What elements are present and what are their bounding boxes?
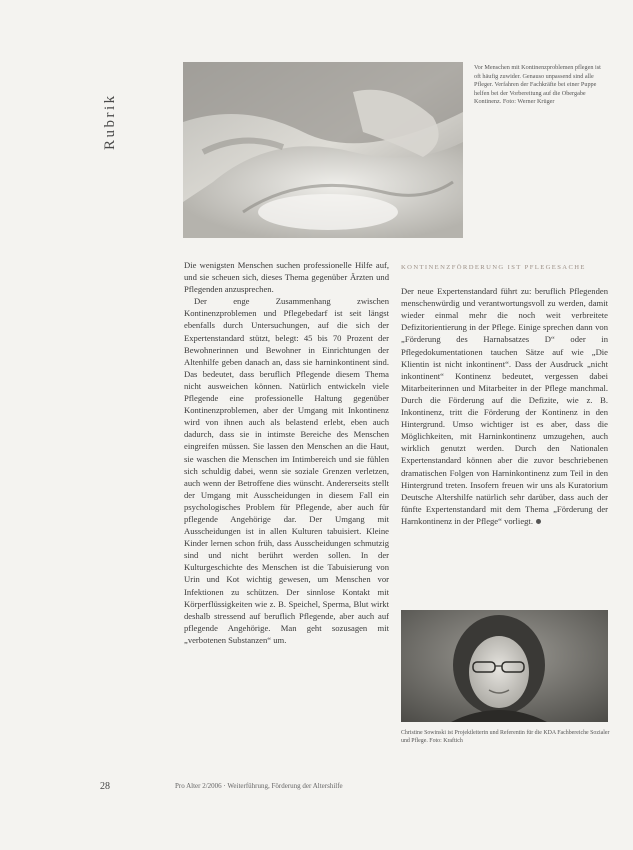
portrait-photo	[401, 610, 608, 722]
section-label: Rubrik	[102, 93, 118, 150]
page-footer	[100, 781, 600, 793]
article-left-column	[184, 259, 389, 646]
page-number: 28	[100, 781, 110, 792]
portrait-caption: Christine Sowinski ist Projektleiterin und Referentin für die KDA Fachbereiche Sozialer und Pflege. Foto: Kraftich	[401, 730, 610, 745]
paragraph: Die wenigsten Menschen suchen professionelle Hilfe auf, und sie scheuen sich, dieses Thema gegenüber Ärzten und Pflegenden anzusprechen.	[184, 260, 389, 295]
care-training-photo	[183, 62, 463, 238]
end-mark-icon	[536, 519, 541, 524]
section-heading: KONTINENZFÖRDERUNG IST PFLEGESACHE	[401, 264, 586, 271]
paragraph: Der neue Expertenstandard führt zu: beruflich Pflegenden menschenwürdig und verantwortungsvoll zu werden, damit wieder einmal mehr die noch weit verbreitete Defizitorientierung in der Pflege. Einige sprechen dann von „Förderung des Harnabsatzes D“ oder in Pflegedokumentationen tauchen Sätze auf wie „Die Klientin ist nicht inkontinent“. Dass der Ausdruck „nicht inkontinent“ Kontinenz bedeutet, vergessen dabei Mitarbeiterinnen und Mitarbeiter in der Pflege manchmal. Durch die Förderung auf die Defizite, wie z. B. Inkontinenz, tritt die Förderung der Kontinenz in den Hintergrund. Umso wichtiger ist es aber, dass die Möglichkeiten, mit Harninkontinenz umzugehen, auch wirklich genutzt werden. Durch den Nationalen Expertenstandard können aber die zuvor beschriebenen dramatischen Folgen von Harninkontinenz zum Teil in den Hintergrund treten. Insofern freuen wir uns als Kuratorium Deutsche Altershilfe natürlich sehr darüber, dass auch der fünfte Expertenstandard mit dem Thema „Förderung der Harnkontinenz in der Pflege“ vorliegt.	[401, 286, 608, 526]
article-right-column	[401, 262, 608, 527]
portrait-image	[401, 610, 608, 722]
care-training-image	[183, 62, 463, 238]
photo-caption: Vor Menschen mit Kontinenzproblemen pflegen ist oft häufig zuwider. Genauso unpassend sind alle Pfleger. Verfahren der Fachkräfte bei einer Puppe helfen bei der Vorbereitung auf die Obergabe Kontinenz. Foto: Werner Krüger	[474, 64, 601, 106]
paragraph: Der enge Zusammenhang zwischen Kontinenzproblemen und Pflegebedarf ist seit längst ebenfalls durch Untersuchungen, auf die sich der Expertenstandard stützt, belegt: 45 bis 70 Prozent der Bewohnerinnen und Bewohner in Einrichtungen der Altenhilfe geben danach an, dass sie harninkontinent sind. Das bedeutet, dass beruflich Pflegende diesem Thema nicht ausweichen können. Natürlich entwickeln viele Pflegende eine professionelle Haltung gegenüber Kontinenzproblemen, aber der Umgang mit Inkontinenz wird von ihnen auch als belastend erlebt, eben auch dadurch, dass sie in intimste Bereiche des Menschen eingreifen müssen. Sie lassen den Menschen an die Haut, sie waschen die Menschen im Intimbereich und sie fühlen sich schuldig dabei, wenn sie soziale Grenzen verletzen, auch wenn der Betroffene dies wünscht. Andererseits stellt der Umgang mit Ausscheidungen in diesem Fall ein psychologisches Problem für Pflegende, aber auch für pflegende Angehörige dar. Der Umgang mit Ausscheidungen ist in allen Kulturen tabuisiert. Kleine Kinder lernen schon früh, dass Ausscheidungen schmutzig sind und nicht berührt werden sollen. In der Kulturgeschichte des Menschen ist die Tabuisierung von Urin und Kot wichtig gewesen, um Menschen vor Infektionen zu schützen. Der sinnlose Kontakt mit Körperflüssigkeiten wie z. B. Speichel, Sperma, Blut wirkt deshalb stressend auf beruflich Pflegende, aber auch auf pflegende Angehörige. Man geht sozusagen mit „verbotenen Substanzen“ um.	[184, 296, 389, 645]
footer-text: Pro Alter 2/2006 · Weiterführung, Förderung der Altershilfe	[175, 782, 343, 790]
